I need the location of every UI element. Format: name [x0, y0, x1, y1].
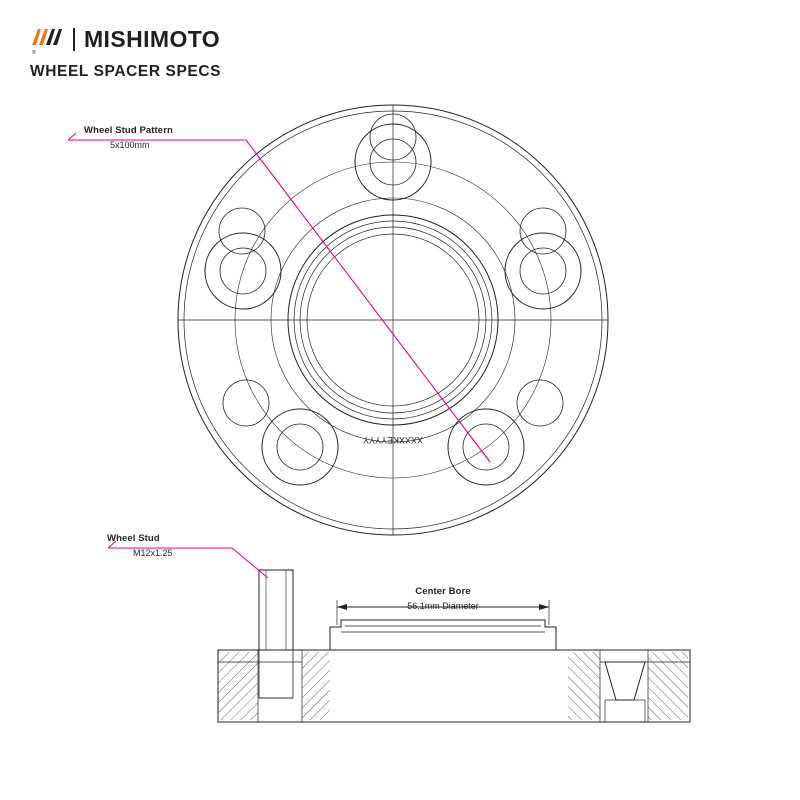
callout-title: Wheel Stud — [107, 533, 160, 544]
callout-value: M12x1.25 — [133, 548, 173, 558]
small-holes — [219, 114, 566, 426]
callout-title: Wheel Stud Pattern — [84, 125, 173, 136]
callout-value: 5x100mm — [110, 140, 150, 150]
leader-lines — [68, 133, 490, 578]
page-title: WHEEL SPACER SPECS — [30, 63, 222, 80]
front-view — [178, 105, 608, 535]
center-axes — [178, 105, 608, 535]
dimension-center-bore — [337, 600, 549, 625]
callout-title: Center Bore — [415, 586, 471, 597]
wheel-stud-profile — [259, 570, 293, 698]
registered-mark: ® — [32, 50, 36, 56]
engraving-text: XXXXKEYYYY — [362, 435, 424, 445]
side-profile-view — [218, 570, 690, 722]
brand-name: MISHIMOTO — [84, 25, 221, 52]
callout-value: 56.1mm Diameter — [407, 601, 479, 611]
